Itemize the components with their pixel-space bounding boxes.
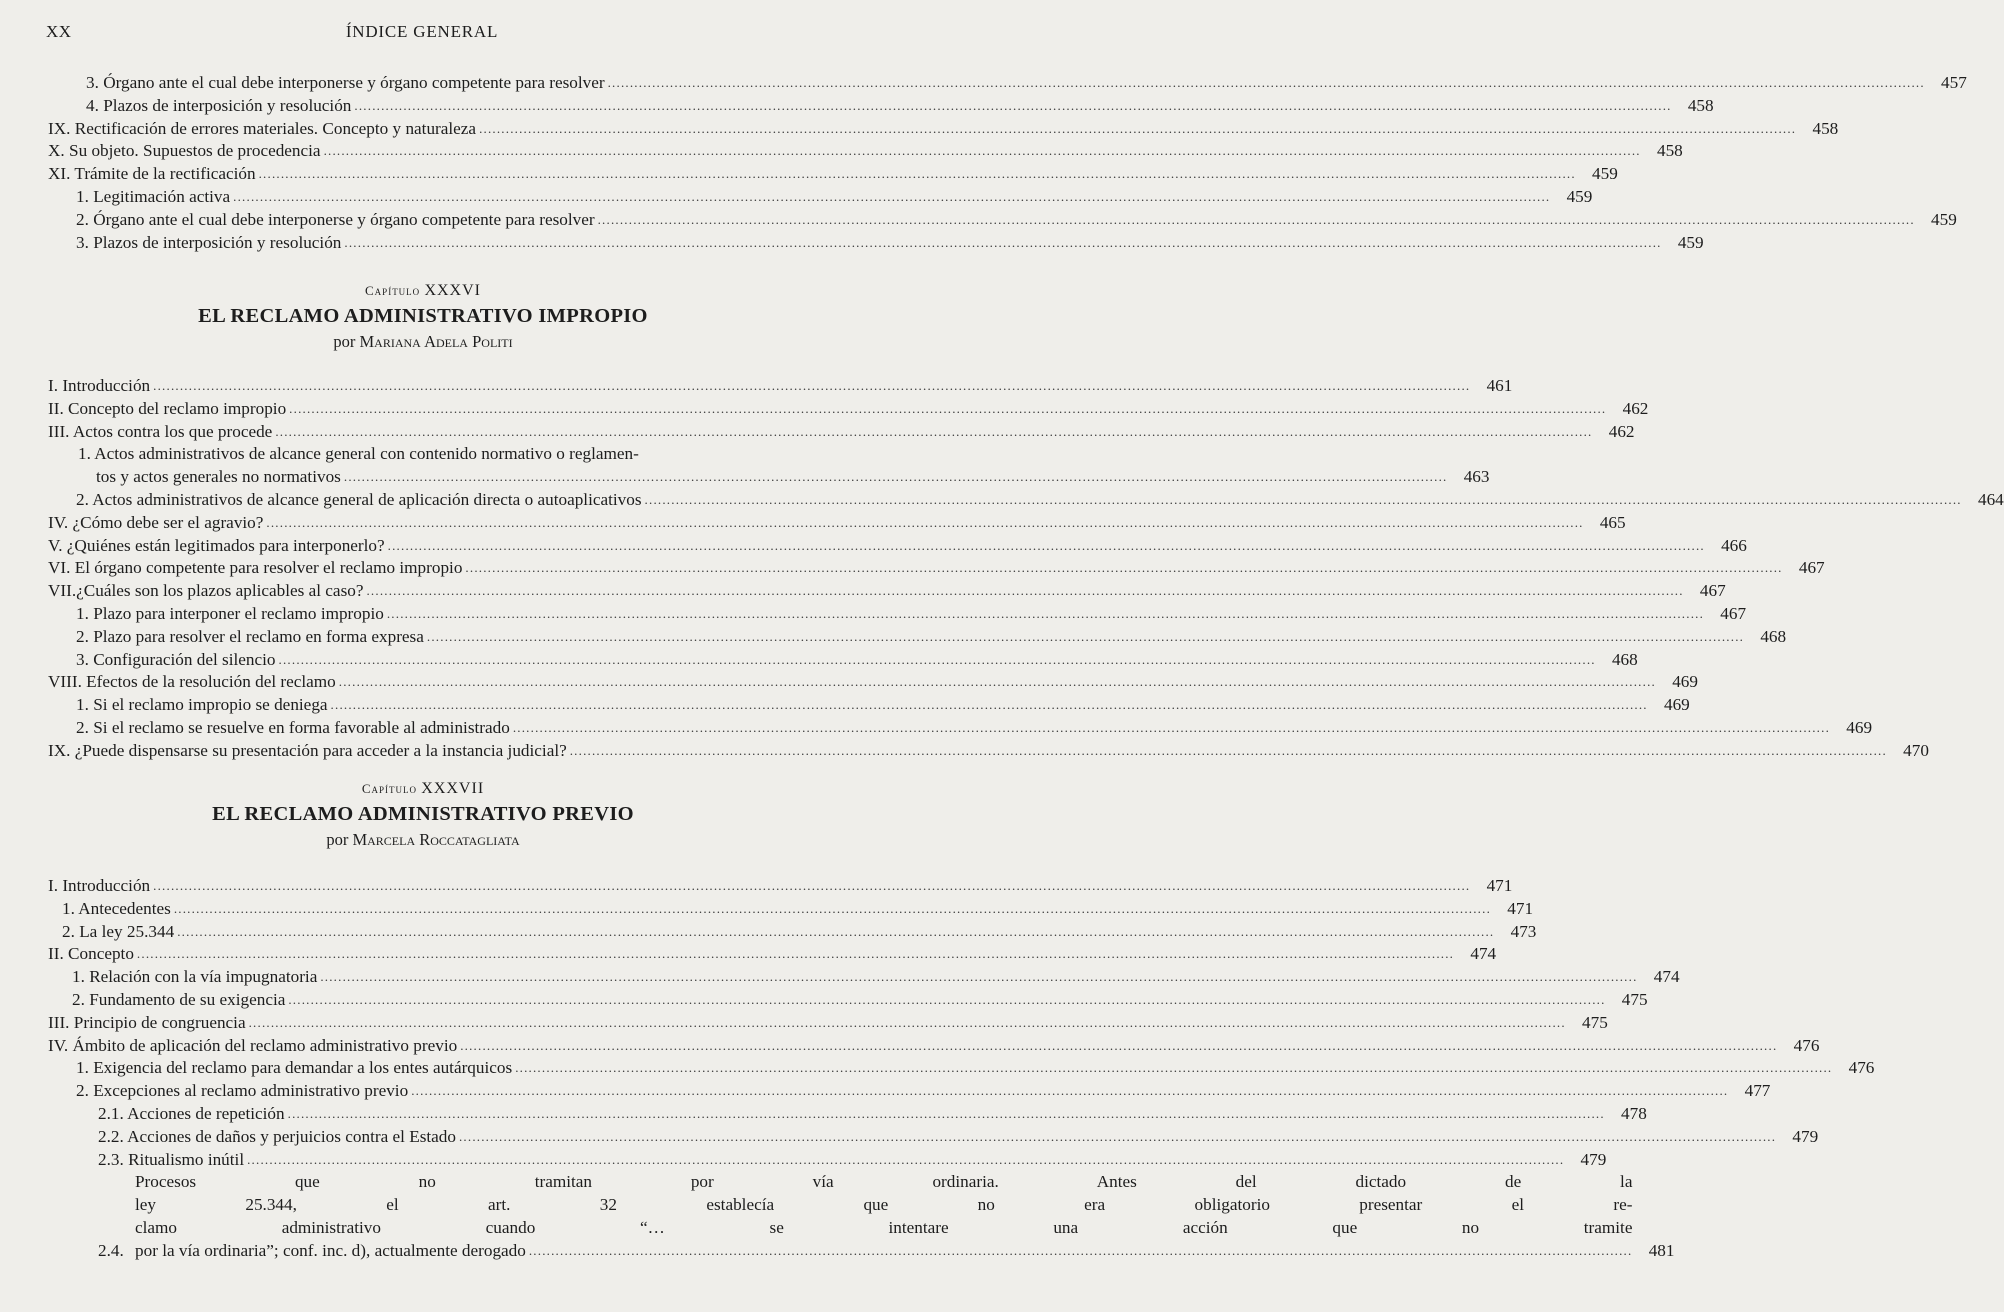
toc-entry[interactable]: 3. Plazos de interposición y resolución ..... 459 xyxy=(48,232,798,255)
toc-entry[interactable]: 2.1. Acciones de repetición ..... 478 xyxy=(48,1103,798,1126)
toc-entry[interactable]: 2. La ley 25.344 ..... 473 xyxy=(48,921,798,944)
toc-entry[interactable]: 2. Órgano ante el cual debe interponerse y órgano competente para resolver ..... 459 xyxy=(48,209,798,232)
toc-continuation xyxy=(48,72,1967,254)
toc-entry[interactable]: 2. Si el reclamo se resuelve en forma favorable al administrado ..... 469 xyxy=(48,717,798,740)
toc-entry[interactable]: VII.¿Cuáles son los plazos aplicables al caso? ..... 467 xyxy=(48,580,798,603)
chapter-toc xyxy=(48,875,1875,1263)
toc-entry[interactable]: 2.2. Acciones de daños y perjuicios contra el Estado ..... 479 xyxy=(48,1126,798,1149)
entry-number: 2.4. xyxy=(98,1240,124,1260)
toc-entry[interactable]: 2. Fundamento de su exigencia ..... 475 xyxy=(48,989,798,1012)
toc-entry[interactable]: 2. Plazo para resolver el reclamo en forma expresa ..... 468 xyxy=(48,626,798,649)
toc-entry[interactable]: II. Concepto ..... 474 xyxy=(48,943,798,966)
toc-entry[interactable]: 1. Actos administrativos de alcance general con contenido normativo o reglamen- tos y actos generales no normativos ..... 463 xyxy=(48,443,798,489)
toc-entry[interactable]: V. ¿Quiénes están legitimados para interponerlo? ..... 466 xyxy=(48,535,798,558)
page-number: XX xyxy=(46,22,72,41)
toc-entry[interactable]: VI. El órgano competente para resolver el reclamo impropio ..... 467 xyxy=(48,557,798,580)
chapter-label: Capítulo XXXVI xyxy=(365,282,481,299)
toc-entry[interactable]: IV. Ámbito de aplicación del reclamo administrativo previo ..... 476 xyxy=(48,1035,798,1058)
chapter-label: Capítulo XXXVII xyxy=(361,780,485,797)
toc-entry[interactable]: 1. Relación con la vía impugnatoria ..... 474 xyxy=(48,966,798,989)
toc-entry[interactable]: III. Principio de congruencia ..... 475 xyxy=(48,1012,798,1035)
toc-entry[interactable]: I. Introducción ..... 471 xyxy=(48,875,798,898)
toc-entry[interactable]: IX. ¿Puede dispensarse su presentación para acceder a la instancia judicial? ..... 470 xyxy=(48,740,798,763)
toc-entry[interactable]: 1. Antecedentes ..... 471 xyxy=(48,898,798,921)
chapter-toc xyxy=(48,375,2004,763)
chapter-title: EL RECLAMO ADMINISTRATIVO PREVIO xyxy=(212,803,634,825)
toc-entry[interactable]: VIII. Efectos de la resolución del reclamo ..... 469 xyxy=(48,671,798,694)
toc-entry[interactable]: 1. Exigencia del reclamo para demandar a los entes autárquicos ..... 476 xyxy=(48,1057,798,1080)
toc-entry[interactable]: 1. Legitimación activa ..... 459 xyxy=(48,186,798,209)
toc-entry[interactable]: 3. Configuración del silencio ..... 468 xyxy=(48,649,798,672)
toc-entry[interactable]: 1. Si el reclamo impropio se deniega ..... 469 xyxy=(48,694,798,717)
toc-entry[interactable]: 2.3. Ritualismo inútil ..... 479 xyxy=(48,1149,798,1172)
chapter-author: por Marcela Roccatagliata xyxy=(326,830,520,849)
toc-entry[interactable]: XI. Trámite de la rectificación ..... 459 xyxy=(48,163,798,186)
chapter-author: por Mariana Adela Politi xyxy=(333,332,513,351)
toc-entry[interactable]: I. Introducción ..... 461 xyxy=(48,375,798,398)
toc-entry[interactable]: IV. ¿Cómo debe ser el agravio? ..... 465 xyxy=(48,512,798,535)
toc-entry[interactable]: IX. Rectificación de errores materiales. Concepto y naturaleza ..... 458 xyxy=(48,118,798,141)
toc-entry[interactable]: X. Su objeto. Supuestos de procedencia ..... 458 xyxy=(48,140,798,163)
running-header xyxy=(46,22,798,46)
running-title: ÍNDICE GENERAL xyxy=(345,22,499,41)
toc-entry[interactable]: 2.4. Procesos que no tramitan por vía ordinaria. Antes del dictado de la ley 25.344, el art. 32 establecía que no era obligatorio presentar el re- clamo administrativo cuando “… se intentare una acción que no tramite por la vía ordinaria”; conf. inc. d), actualmente derogado ..... 481 xyxy=(48,1171,798,1262)
toc-entry[interactable]: 2. Actos administrativos de alcance general de aplicación directa o autoaplicativos ..... 464 xyxy=(48,489,798,512)
toc-entry[interactable]: 1. Plazo para interponer el reclamo impropio ..... 467 xyxy=(48,603,798,626)
toc-entry[interactable]: II. Concepto del reclamo impropio ..... 462 xyxy=(48,398,798,421)
toc-entry[interactable]: 4. Plazos de interposición y resolución ..... 458 xyxy=(48,95,798,118)
chapter-title: EL RECLAMO ADMINISTRATIVO IMPROPIO xyxy=(198,305,648,327)
toc-entry[interactable]: 2. Excepciones al reclamo administrativo previo ..... 477 xyxy=(48,1080,798,1103)
chapter-heading xyxy=(48,778,798,852)
toc-entry[interactable]: 3. Órgano ante el cual debe interponerse y órgano competente para resolver ..... 457 xyxy=(48,72,798,95)
toc-entry[interactable]: III. Actos contra los que procede ..... 462 xyxy=(48,421,798,444)
chapter-heading xyxy=(48,280,798,354)
